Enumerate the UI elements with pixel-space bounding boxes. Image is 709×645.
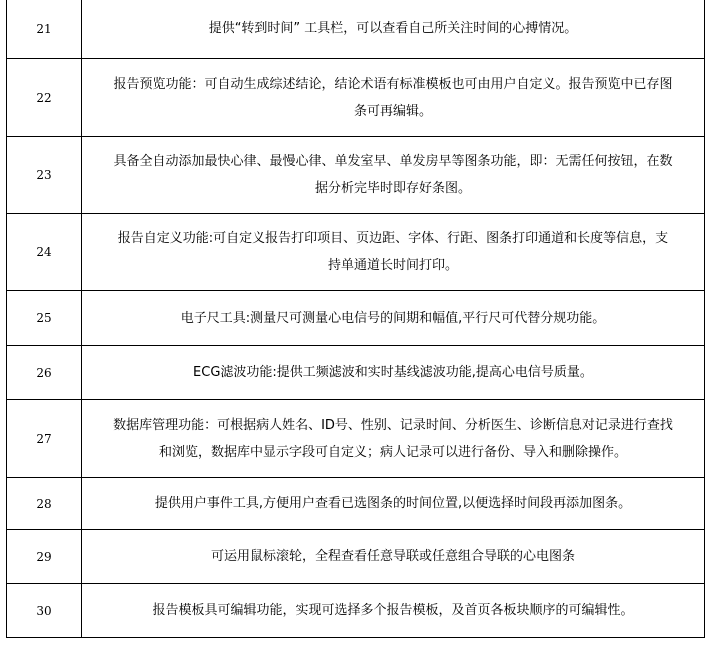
row-description <box>82 59 705 137</box>
description-line: 报告自定义功能:可自定义报告打印项目、页边距、字体、行距、图条打印通道和长度等信息，支 <box>117 231 669 246</box>
description-line: 持单通道长时间打印。 <box>327 258 458 273</box>
description-line: 具备全自动添加最快心律、最慢心律、单发室早、单发房早等图条功能，即：无需任何按钮，在数 <box>113 154 673 169</box>
row-number: 23 <box>7 137 82 214</box>
row-number: 29 <box>7 530 82 584</box>
description-line: 据分析完毕时即存好条图。 <box>314 181 471 196</box>
table-row <box>7 59 705 137</box>
table-row <box>7 291 705 346</box>
table-row <box>7 478 705 530</box>
row-description <box>82 137 705 214</box>
row-number: 30 <box>7 584 82 638</box>
row-number: 21 <box>7 0 82 59</box>
row-number: 26 <box>7 346 82 400</box>
feature-spec-table <box>6 0 705 638</box>
table-row <box>7 584 705 638</box>
description-line: 报告预览功能：可自动生成综述结论，结论术语有标准模板也可由用户自定义。报告预览中已存图 <box>113 76 673 92</box>
row-number: 22 <box>7 59 82 137</box>
row-description: 提供“转到时间” 工具栏，可以查看自己所关注时间的心搏情况。 <box>82 0 705 59</box>
table-row <box>7 346 705 400</box>
row-number: 25 <box>7 291 82 346</box>
row-description: 电子尺工具:测量尺可测量心电信号的间期和幅值,平行尺可代替分规功能。 <box>82 291 705 346</box>
table-row <box>7 0 705 59</box>
description-line: 数据库管理功能：可根据病人姓名、ID号、性别、记录时间、分析医生、诊断信息对记录进行查找 <box>113 417 673 433</box>
table-row <box>7 137 705 214</box>
table-row <box>7 530 705 584</box>
row-description: ECG滤波功能:提供工频滤波和实时基线滤波功能,提高心电信号质量。 <box>82 346 705 400</box>
row-description: 报告模板具可编辑功能，实现可选择多个报告模板，及首页各板块顺序的可编辑性。 <box>82 584 705 638</box>
table-row <box>7 400 705 478</box>
description-line: 条可再编辑。 <box>353 103 432 119</box>
description-line: 和浏览，数据库中显示字段可自定义；病人记录可以进行备份、导入和删除操作。 <box>158 444 627 460</box>
row-number: 27 <box>7 400 82 478</box>
row-description: 提供用户事件工具,方便用户查看已选图条的时间位置,以便选择时间段再添加图条。 <box>82 478 705 530</box>
row-number: 28 <box>7 478 82 530</box>
row-number: 24 <box>7 214 82 291</box>
row-description <box>82 400 705 478</box>
row-description <box>82 214 705 291</box>
table-row <box>7 214 705 291</box>
row-description: 可运用鼠标滚轮，全程查看任意导联或任意组合导联的心电图条 <box>82 530 705 584</box>
